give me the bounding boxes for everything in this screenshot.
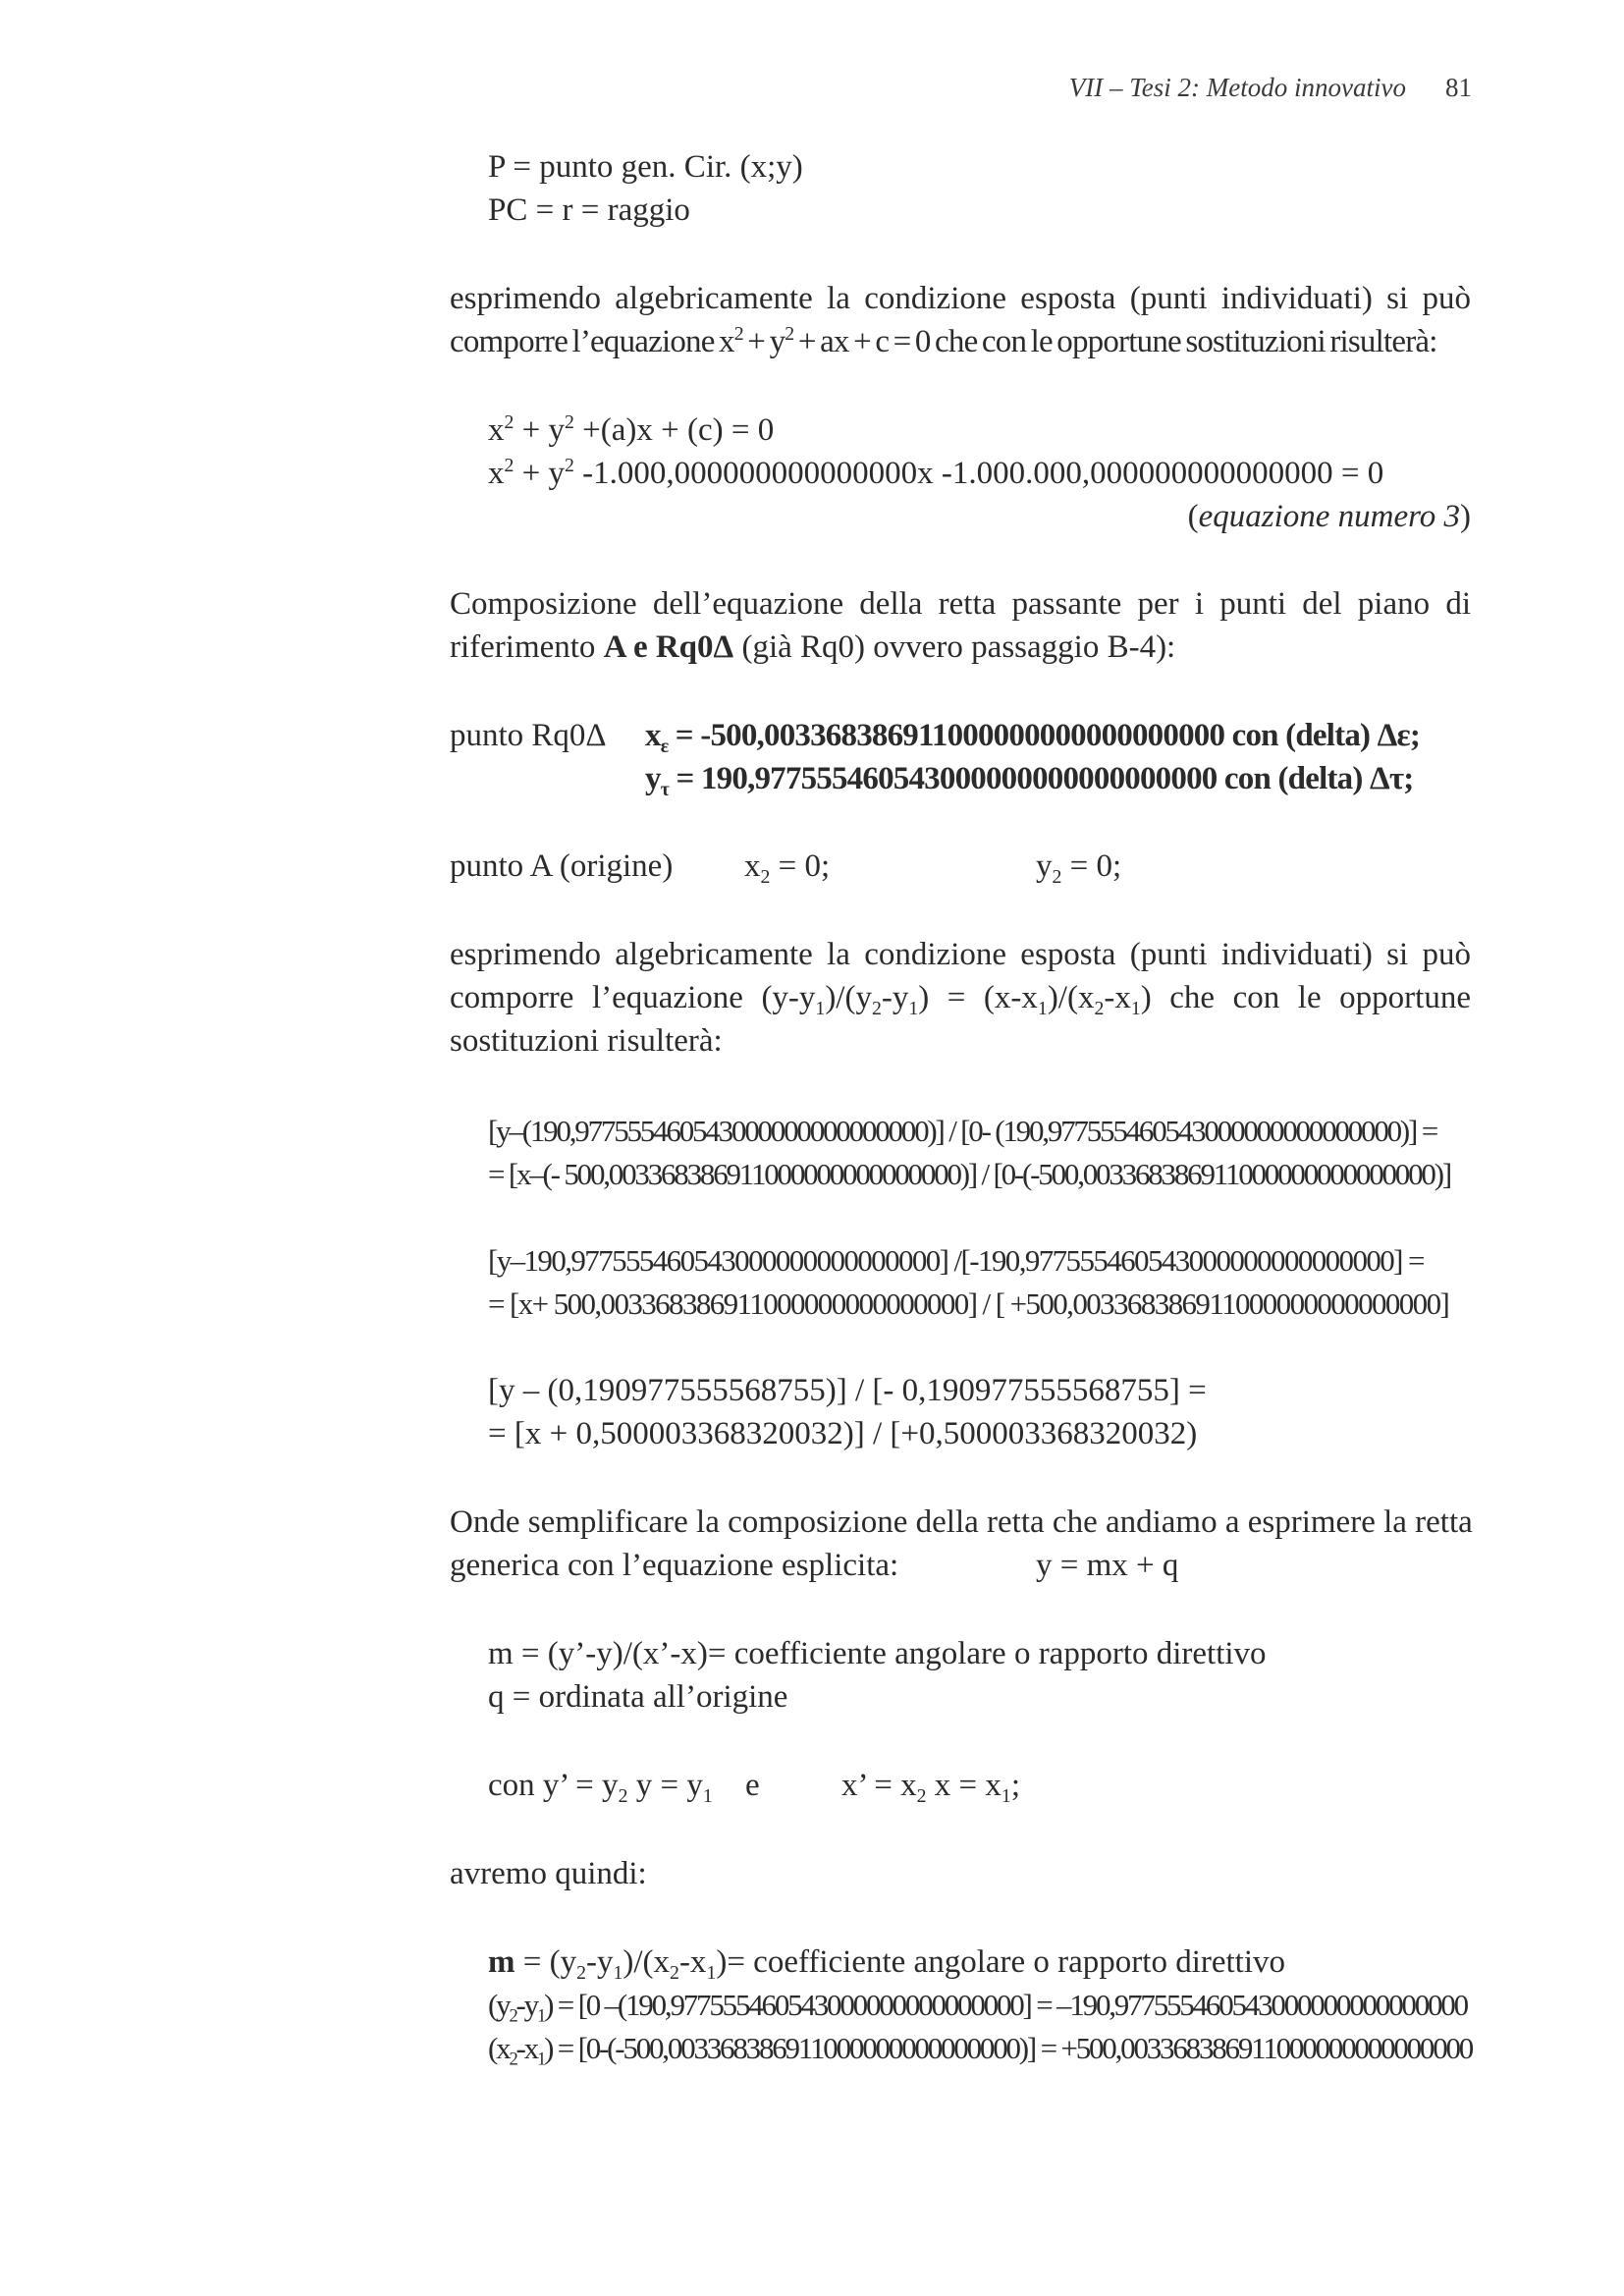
equation-line-1b: = [x–(- 500,003368386911000000000000000)] / [0-(-500,003368386911000000000000000)] xyxy=(488,1157,1450,1191)
point-rq-y: $y_\tau = 190,977555460543000000000000000000$ con (delta) Δτ; xyxy=(645,761,1414,800)
m-definition: m = (y’-y)/(x’-x)= coefficiente angolare o rapporto direttivo xyxy=(488,1636,1267,1671)
substitution-and: e xyxy=(745,1768,760,1803)
paragraph-2-line-1: Composizione dell’equazione della retta passante per i punti del piano di xyxy=(450,586,1471,622)
equation-line-2a: [y–190,977555460543000000000000000] /[-190,977555460543000000000000000] = xyxy=(488,1243,1424,1278)
point-a-label: punto A (origine) xyxy=(450,848,674,884)
paragraph-3-line-3: sostituzioni risulterà: xyxy=(450,1023,723,1059)
equation-circle-substituted: $x^2 + y^2$ -1.000,000000000000000x -1.000.000,000000000000000 = 0 xyxy=(488,455,1384,491)
paragraph-3-line-1: esprimendo algebricamente la condizione esposta (punti individuati) si può xyxy=(450,937,1471,972)
equation-line-3b: = [x + 0,500003368320032)] / [+0,500003368320032) xyxy=(488,1416,1198,1451)
header-title: VII – Tesi 2: Metodo innovativo xyxy=(1068,73,1406,102)
point-rq-x: $x_\varepsilon = -500,003368386911000000000000000000$ con (delta) Δε; xyxy=(645,718,1421,757)
paragraph-2-line-2: riferimento A e Rq0Δ (già Rq0) ovvero passaggio B-4): xyxy=(450,629,1176,665)
delta-x-line: $(x_2-x_1) = [0-(-500,003368386911000000000000000)] = +500,003368386911000000000000000$ xyxy=(488,2031,1473,2070)
definition-p: P = punto gen. Cir. (x;y) xyxy=(488,149,803,185)
equation-line-2b: = [x+ 500,003368386911000000000000000] / [ +500,003368386911000000000000000] xyxy=(488,1286,1449,1321)
equation-number-label: (equazione numero 3) xyxy=(1187,499,1471,534)
running-header xyxy=(1069,73,1472,103)
equation-circle-general: $x^2 + y^2 +(a)x + (c) = 0$ xyxy=(488,411,775,448)
paragraph-4-line-1: Onde semplificare la composizione della retta che andiamo a esprimere la retta xyxy=(450,1504,1473,1540)
substitution-x: x’ = $x_2$ $x = x_1$; xyxy=(841,1768,1020,1807)
paragraph-1-line-2: comporre l’equazione $x^2 + y^2$ + ax + c = 0 che con le opportune sostituzioni risulterà: xyxy=(450,323,1437,359)
paragraph-1-line-1: esprimendo algebricamente la condizione esposta (punti individuati) si può xyxy=(450,281,1471,316)
point-rq-label: punto Rq0Δ xyxy=(450,718,607,753)
avremo-quindi: avremo quindi: xyxy=(450,1856,647,1891)
point-a-y: $y_2 = 0$; xyxy=(1036,848,1122,888)
m-formula: $m = (y_2-y_1)/(x_2-x_1)=$ coefficiente angolare o rapporto direttivo xyxy=(488,1944,1286,1984)
page-number: 81 xyxy=(1445,73,1472,102)
substitution-y: con y’ = $y_2$ $y = y_1$ xyxy=(488,1768,713,1807)
explicit-line-equation: y = mx + q xyxy=(1036,1548,1179,1583)
q-definition: q = ordinata all’origine xyxy=(488,1679,788,1715)
definition-pc: PC = r = raggio xyxy=(488,192,690,228)
equation-line-1a: [y–(190,977555460543000000000000000)] / [0- (190,977555460543000000000000000)] = xyxy=(488,1114,1437,1148)
delta-y-line: $(y_2-y_1) = [0$ –(190,977555460543000000000000000] = –190,977555460543000000000000000 xyxy=(488,1988,1467,2027)
point-a-x: $x_2 = 0$; xyxy=(744,848,831,888)
paragraph-4-line-2: generica con l’equazione esplicita: xyxy=(450,1548,899,1583)
equation-line-3a: [y – (0,190977555568755)] / [- 0,190977555568755] = xyxy=(488,1373,1207,1408)
paragraph-3-line-2: comporre l’equazione $(y-y_1)/(y_2-y_1) = (x-x_1)/(x_2-x_1)$ che con le opportune xyxy=(450,980,1471,1019)
